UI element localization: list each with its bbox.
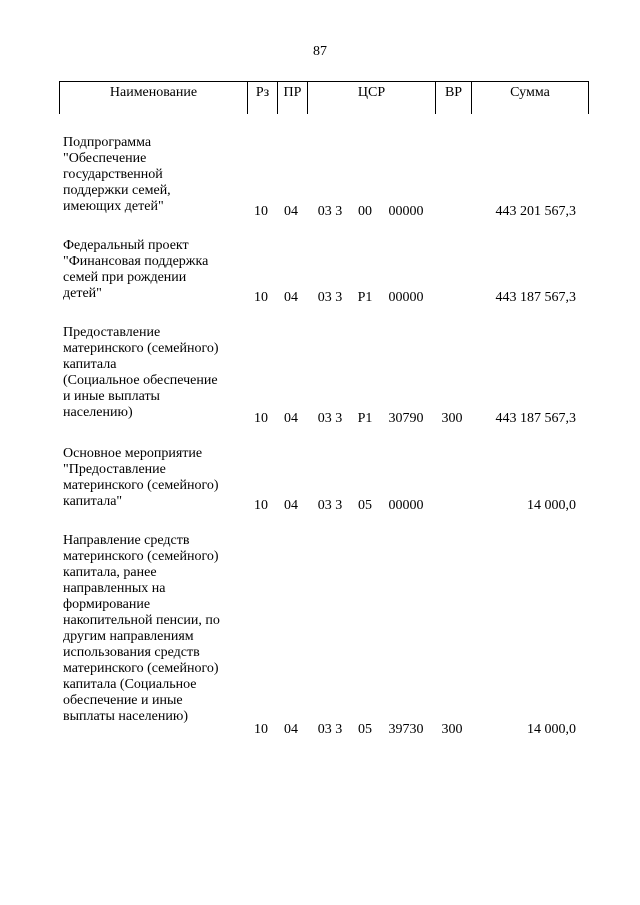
row-csr-direction: 30790 — [388, 411, 424, 426]
row-csr-program: 03 3 — [317, 722, 343, 737]
row-csr-subprogram: 05 — [358, 498, 372, 513]
row-sum: 443 201 567,3 — [495, 204, 576, 219]
header-rz: Рз — [255, 85, 270, 100]
row-vr: 300 — [441, 411, 463, 426]
row-rz: 10 — [254, 411, 268, 426]
header-csr-cell — [307, 82, 435, 114]
row-name: Направление средств материнского (семейного) капитала, ранее направленных на формирование накопительной пенсии, по другим направлениям использования средств материнского (семейного) капитала (Социальное обеспечение и иные выплаты населению) — [63, 533, 220, 724]
row-csr-direction: 39730 — [388, 722, 424, 737]
header-csr: ЦСР — [357, 85, 386, 100]
row-name: Подпрограмма "Обеспечение государственной поддержки семей, имеющих детей" — [63, 135, 171, 214]
row-sum: 14 000,0 — [527, 722, 576, 737]
header-sum-cell — [471, 82, 588, 114]
row-pr: 04 — [284, 204, 298, 219]
header-pr: ПР — [283, 85, 302, 100]
row-csr-program: 03 3 — [317, 290, 343, 305]
row-pr: 04 — [284, 498, 298, 513]
row-rz: 10 — [254, 204, 268, 219]
header-name-cell — [60, 82, 247, 114]
row-vr: 300 — [441, 722, 463, 737]
row-name: Основное мероприятие "Предоставление материнского (семейного) капитала" — [63, 446, 219, 509]
row-csr-program: 03 3 — [317, 204, 343, 219]
header-pr-cell — [277, 82, 307, 114]
row-csr-direction: 00000 — [388, 290, 424, 305]
row-pr: 04 — [284, 722, 298, 737]
row-csr-subprogram: 05 — [358, 722, 372, 737]
row-pr: 04 — [284, 290, 298, 305]
row-rz: 10 — [254, 290, 268, 305]
table-header — [59, 81, 589, 114]
row-sum: 14 000,0 — [527, 498, 576, 513]
header-name: Наименование — [109, 85, 198, 100]
row-rz: 10 — [254, 722, 268, 737]
row-csr-subprogram: P1 — [357, 290, 373, 305]
row-csr-direction: 00000 — [388, 498, 424, 513]
row-pr: 04 — [284, 411, 298, 426]
row-csr-program: 03 3 — [317, 411, 343, 426]
row-csr-subprogram: 00 — [358, 204, 372, 219]
row-csr-program: 03 3 — [317, 498, 343, 513]
row-rz: 10 — [254, 498, 268, 513]
row-name: Федеральный проект "Финансовая поддержка семей при рождении детей" — [63, 238, 209, 301]
header-sum: Сумма — [510, 85, 550, 100]
row-csr-subprogram: P1 — [357, 411, 373, 426]
page-number: 87 — [313, 44, 327, 59]
row-sum: 443 187 567,3 — [495, 290, 576, 305]
row-sum: 443 187 567,3 — [495, 411, 576, 426]
header-vr: ВР — [444, 85, 463, 100]
header-vr-cell — [435, 82, 471, 114]
row-name: Предоставление материнского (семейного) капитала (Социальное обеспечение и иные выплаты населению) — [63, 325, 219, 420]
header-rz-cell — [247, 82, 277, 114]
row-csr-direction: 00000 — [388, 204, 424, 219]
